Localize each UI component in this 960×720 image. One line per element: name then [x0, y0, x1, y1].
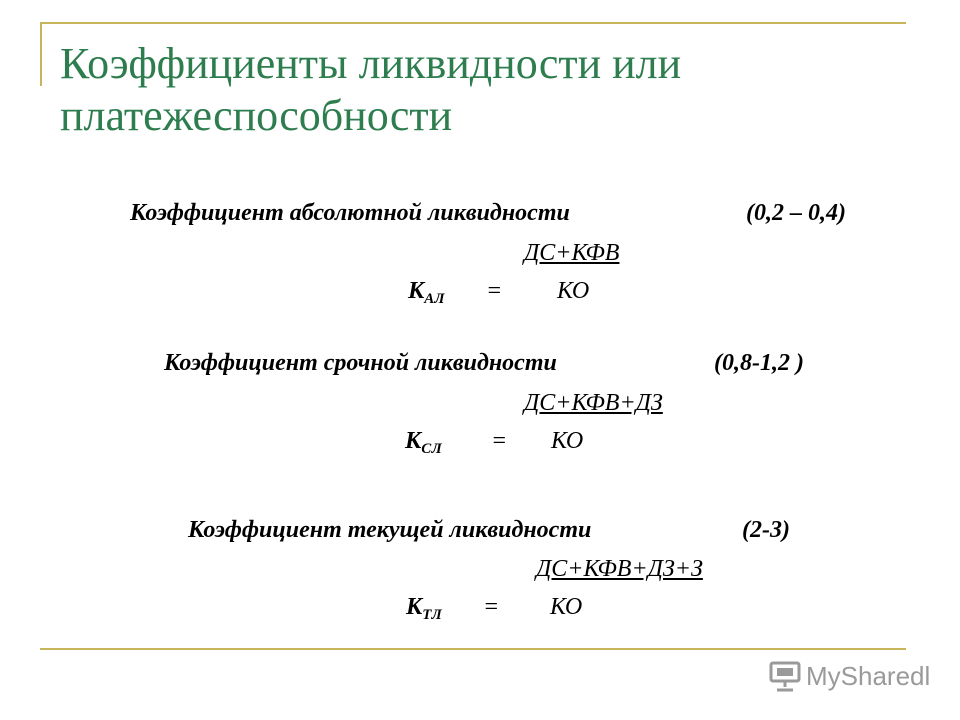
formula-3-heading: Коэффициент текущей ликвидности: [188, 517, 592, 543]
formula-1-lhs: [408, 278, 445, 305]
slide-title: Коэффициенты ликвидности или платежеспособности: [60, 39, 682, 140]
formula-2-subscript: СЛ: [421, 441, 442, 457]
formula-3-equals: =: [483, 594, 500, 620]
frame-top-line: [40, 22, 906, 24]
formula-1-heading: Коэффициент абсолютной ликвидности: [130, 200, 570, 226]
presentation-board-icon: [768, 660, 802, 692]
formula-3-k: К: [406, 594, 423, 620]
formula-2-range: (0,8-1,2 ): [714, 350, 804, 376]
formula-3-denominator: КО: [550, 594, 583, 620]
formula-2-numerator: ДС+КФВ+ДЗ: [524, 390, 663, 416]
formula-1-k: К: [408, 278, 425, 304]
formula-1-denominator: КО: [557, 278, 590, 304]
frame-left-line: [40, 22, 42, 86]
formula-3-range: (2-3): [742, 517, 790, 543]
formula-1-range: (0,2 – 0,4): [746, 200, 846, 226]
formula-2-heading: Коэффициент срочной ликвидности: [164, 350, 557, 376]
formula-2-equals: =: [491, 428, 508, 454]
formula-2-denominator: КО: [551, 428, 584, 454]
formula-3-lhs: [406, 594, 442, 621]
mysharedl-logo: [768, 658, 930, 694]
formula-3-subscript: ТЛ: [422, 607, 442, 623]
formula-3-numerator: ДС+КФВ+ДЗ+З: [536, 556, 703, 582]
logo-text: MySharedl: [806, 660, 931, 691]
formula-1-numerator: ДС+КФВ: [524, 240, 620, 266]
formula-1-subscript: АЛ: [424, 291, 445, 307]
frame-bottom-line: [40, 648, 906, 650]
formula-1-equals: =: [486, 278, 503, 304]
formula-2-lhs: [405, 428, 442, 455]
formula-2-k: К: [405, 428, 422, 454]
